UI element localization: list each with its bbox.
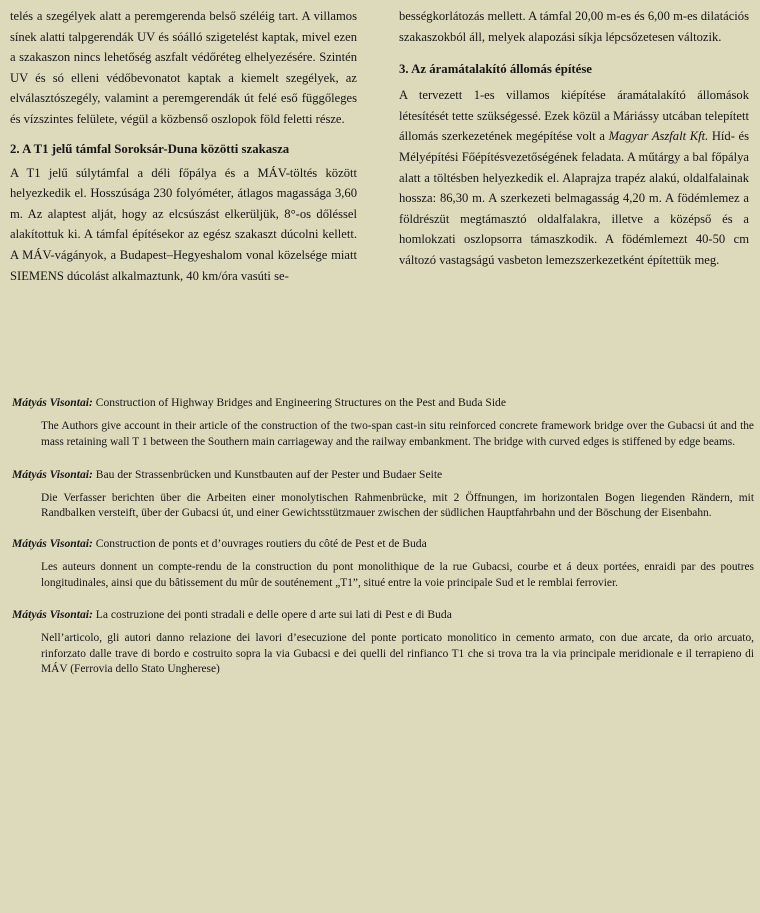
summary-title: [12, 467, 754, 483]
summary-author: Mátyás Visontai:: [12, 537, 93, 551]
summary-title-text: Construction de ponts et d’ouvrages routiers du côté de Pest et de Buda: [92, 537, 427, 551]
summary-title-text: Bau der Strassenbrücken und Kunstbauten auf der Pester und Budaer Seite: [92, 467, 443, 481]
section-3-heading: 3. Az áramátalakító állomás építése: [399, 62, 592, 77]
summary-german: [12, 467, 754, 523]
left-paragraph-continuation: telés a szegélyek alatt a peremgerenda belső széléig tart. A villamos sínek alatti talpgerendák UV és sóálló szigetelést kaptak, mivel ezen a szakaszon nincs lehetőség aszfalt védőréteg elhelyezésére. Szintén UV és só elleni védőbevonatot kaptak a kiemelt szegélyek, az elválasztószegély, valamint a peremgerendák út felé eső függőleges és vízszintes felülete, végül a közbenső oszlopok föld feletti része.: [10, 9, 357, 126]
section-2-heading: 2. A T1 jelű támfal Soroksár-Duna közötti szakasza: [10, 141, 290, 156]
summary-english: [12, 395, 754, 451]
section-2-paragraph: A T1 jelű súlytámfal a déli főpálya és a MÁV-töltés között helyezkedik el. Hosszúsága 230 folyóméter, átlagos magassága 3,60 m. Az alaptest alját, hogy az elcsúszást elkerüljük, 8°-os dőléssel alakítottuk ki. A támfal építésekor az egész szakaszt dúcolni kellett. A MÁV-vágányok, a Budapest–Hegyeshalom vonal közelsége miatt SIEMENS dúcolást alkalmaztunk, 40 km/óra vasúti se-: [10, 165, 357, 283]
summary-title: [12, 536, 754, 552]
section-3-text-end: Híd- és Mélyépítési Főépítésvezetőségének feladata. A műtárgy a bal főpálya alatt a töltésben helyezkedik el. Alaprajza trapéz alakú, oldalfalainak hossza: 86,30 m. A szerkezeti belmagasság 4,20 m. A födémlemez a földrészüt megtámasztó oldalfalakra, illetve a középső és a homlokzati oszlopsorra támaszkodik. A födémlemezt 40-50 cm változó vastagságú vasbeton lemezszerkezetként építettük meg.: [399, 129, 750, 267]
summary-french: [12, 536, 754, 592]
right-column: [399, 6, 749, 271]
summary-title: [12, 607, 754, 623]
company-name: Magyar Aszfalt Kft.: [608, 129, 709, 144]
summary-author: Mátyás Visontai:: [12, 607, 93, 621]
summary-italian: [12, 607, 754, 678]
left-column: [10, 6, 357, 286]
summary-body: Die Verfasser berichten über die Arbeiten einer monolytischen Rahmenbrücke, mit 2 Öffnungen, im horizontalen Bogen liegenden Rändern, mit Randbalken versteift, über der Gubacsi út, und einer Gewichtsstützmauer zwischen der südlichen Hauptfahrbahn und der Böschung der Eisenbahn.: [41, 491, 754, 520]
summary-author: Mátyás Visontai:: [12, 396, 93, 409]
summary-author: Mátyás Visontai:: [12, 467, 93, 481]
foreign-language-summaries: [12, 395, 754, 688]
summary-title-text: Construction of Highway Bridges and Engineering Structures on the Pest and Buda Side: [92, 396, 506, 409]
summary-title-text: La costruzione dei ponti stradali e delle opere d arte sui lati di Pest e di Buda: [92, 607, 452, 621]
summary-body: Les auteurs donnent un compte-rendu de la construction du pont monolithique de la rue Gubacsi, courbe et á deux portées, enraidi par des poutres longitudinales, ainsi que du bâtissement du mûr de souténement „T1”, situé entre la voie principale Sud et le remblai ferrovier.: [41, 561, 754, 589]
summary-title: [12, 395, 754, 411]
right-paragraph-continuation: bességkorlátozás mellett. A támfal 20,00 m-es és 6,00 m-es dilatációs szakaszokból áll, melyek alapozási síkja lépcsőzetesen változik.: [399, 9, 749, 44]
section-3-paragraph: [399, 85, 749, 270]
summary-body: Nell’articolo, gli autori danno relazione dei lavori d’esecuzione del ponte porticato monolitico in cemento armato, con due arcate, da orio arcuato, rinforzato dalle trave di bordo e costruito sopra la via Gubacsi e dei quelli del rinfianco T1 che si trova tra la via principale meridionale e il terrapieno di MÁV (Ferrovia dello Stato Ungherese): [41, 631, 754, 676]
section-3-text-start: A tervezett 1-es villamos kiépítése áramátalakító állomások létesítését tette szükségessé. Ezek közül a Máriássy utcában telepített állomás szerkezetének megépítése volt a: [399, 88, 749, 144]
summary-body: The Authors give account in their article of the construction of the two-span cast-in situ reinforced concrete framework bridge over the Gubacsi út and the mass retaining wall T 1 between the Southern main carriageway and the railway embankment. The bridge with curved edges is stiffened by edge beams.: [41, 420, 754, 448]
